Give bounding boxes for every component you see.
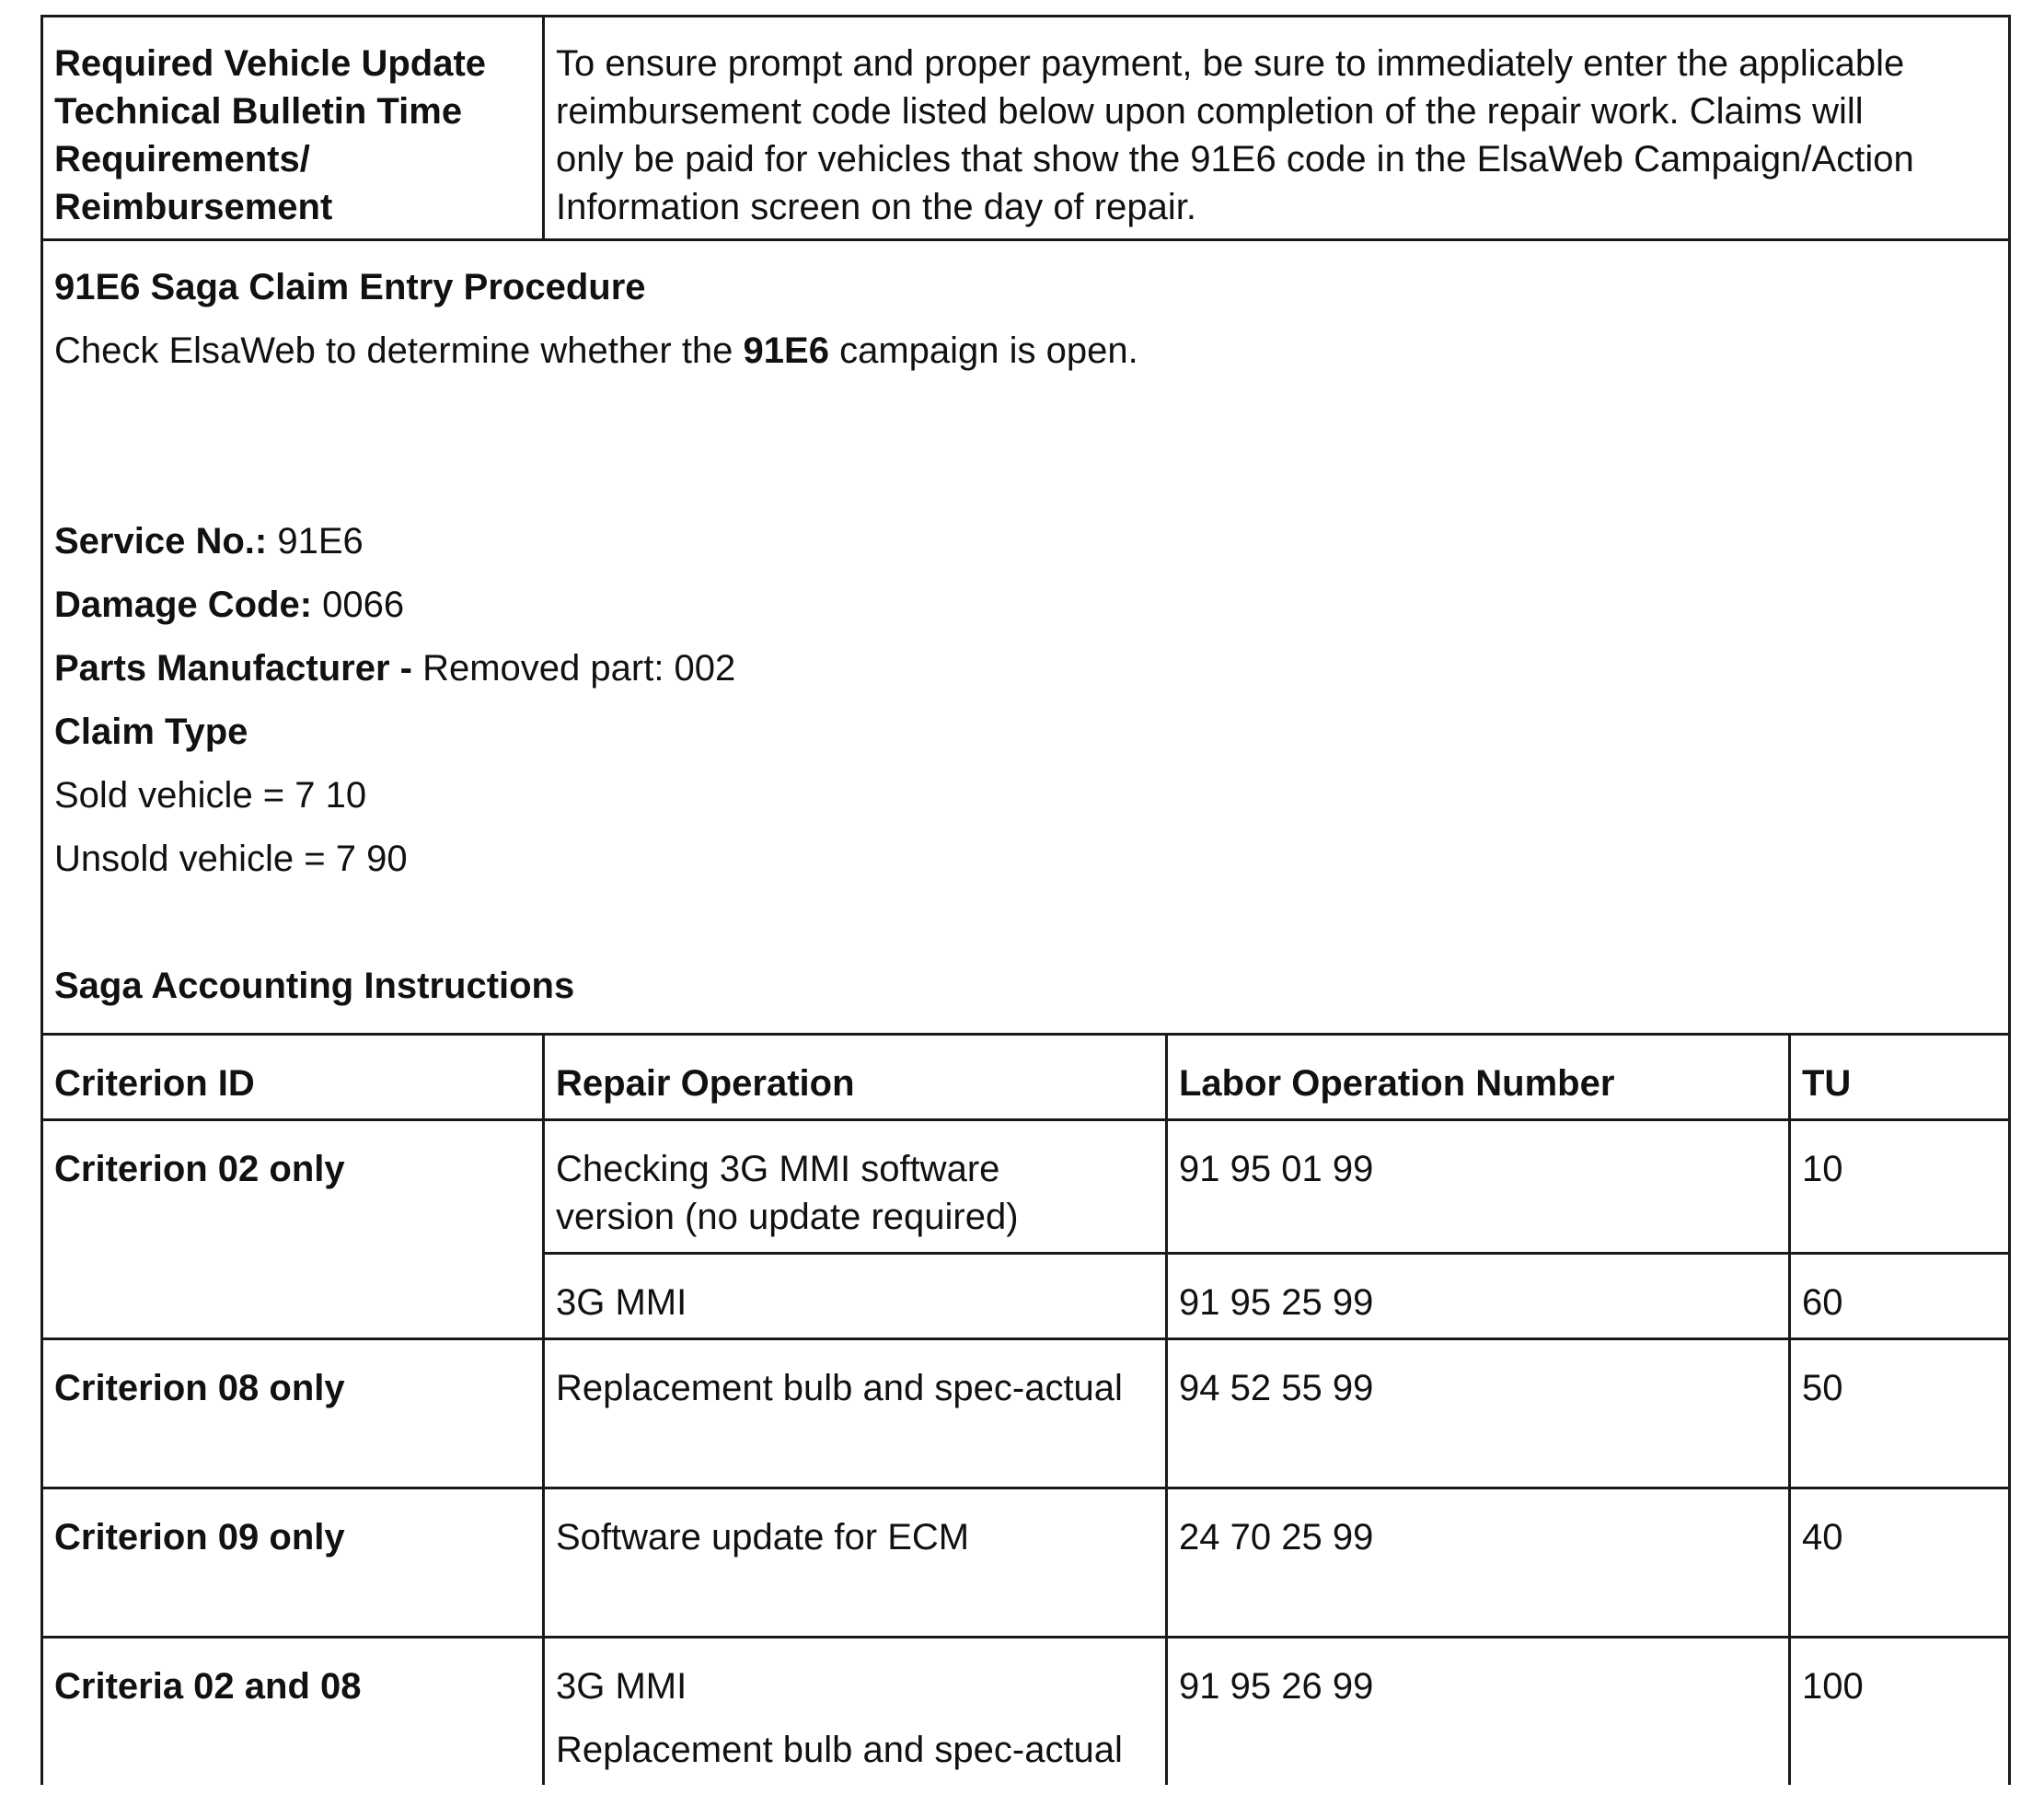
reimbursement-text: [544, 17, 2010, 240]
tu-cell: 60: [1790, 1254, 2010, 1339]
sold-vehicle: Sold vehicle = 7 10: [54, 775, 367, 816]
spacer: [54, 898, 1997, 962]
procedure-row: [42, 240, 2010, 1034]
accounting-title: Saga Accounting Instructions: [54, 966, 575, 1006]
spacer: [54, 390, 1997, 517]
reimbursement-header-table: [40, 15, 2011, 1033]
claim-entry-procedure: [42, 240, 2010, 1034]
labor-number-cell: 91 95 26 99: [1167, 1638, 1790, 1785]
column-header: Repair Operation: [544, 1035, 1167, 1120]
operation-line: 3G MMI: [556, 1666, 687, 1707]
labor-number-cell: 24 70 25 99: [1167, 1488, 1790, 1638]
repair-operation-cell: Replacement bulb and spec-actual: [544, 1339, 1167, 1488]
bulletin-document: [40, 15, 2011, 1785]
text-line: Information screen on the day of repair.: [556, 187, 1196, 227]
tu-cell: 100: [1790, 1638, 2010, 1785]
procedure-title: 91E6 Saga Claim Entry Procedure: [54, 267, 646, 307]
repair-operation-cell: 3G MMI: [544, 1254, 1167, 1339]
label-line: Reimbursement: [54, 187, 333, 227]
table-row: [42, 1120, 2010, 1254]
label-line: Required Vehicle Update: [54, 43, 487, 84]
criterion-cell: Criteria 02 and 08: [42, 1638, 544, 1785]
reimbursement-label: [42, 17, 544, 240]
operation-line: Checking 3G MMI software: [556, 1149, 1000, 1189]
text-line: reimbursement code listed below upon completion of the repair work. Claims will: [556, 91, 1864, 132]
operation-line: Replacement bulb and spec-actual: [556, 1730, 1123, 1770]
claim-type-heading: Claim Type: [54, 712, 248, 752]
repair-operation-cell: [544, 1638, 1167, 1785]
labor-number-cell: 91 95 01 99: [1167, 1120, 1790, 1254]
tu-cell: 10: [1790, 1120, 2010, 1254]
column-header: TU: [1790, 1035, 2010, 1120]
column-header: Criterion ID: [42, 1035, 544, 1120]
unsold-vehicle: Unsold vehicle = 7 90: [54, 839, 408, 879]
check-elsaweb-text: Check ElsaWeb to determine whether the 91E6 campaign is open.: [54, 330, 1138, 371]
table-row: [42, 1638, 2010, 1785]
reimbursement-header-row: [42, 17, 2010, 240]
label-line: Technical Bulletin Time: [54, 91, 463, 132]
accounting-table: [40, 1033, 2011, 1785]
labor-number-cell: 94 52 55 99: [1167, 1339, 1790, 1488]
tu-cell: 50: [1790, 1339, 2010, 1488]
service-number: Service No.: 91E6: [54, 521, 364, 562]
text-line: only be paid for vehicles that show the 91E6 code in the ElsaWeb Campaign/Action: [556, 139, 1914, 179]
parts-manufacturer: Parts Manufacturer - Removed part: 002: [54, 648, 736, 689]
criterion-cell: Criterion 02 only: [42, 1120, 544, 1339]
table-row: [42, 1488, 2010, 1638]
text-line: To ensure prompt and proper payment, be sure to immediately enter the applicable: [556, 43, 1905, 84]
damage-code: Damage Code: 0066: [54, 585, 405, 625]
repair-operation-cell: Software update for ECM: [544, 1488, 1167, 1638]
criterion-cell: Criterion 08 only: [42, 1339, 544, 1488]
tu-cell: 40: [1790, 1488, 2010, 1638]
repair-operation-cell: [544, 1120, 1167, 1254]
criterion-cell: Criterion 09 only: [42, 1488, 544, 1638]
operation-line: version (no update required): [556, 1197, 1019, 1237]
label-line: Requirements/: [54, 139, 310, 179]
column-header: Labor Operation Number: [1167, 1035, 1790, 1120]
table-row: [42, 1339, 2010, 1488]
labor-number-cell: 91 95 25 99: [1167, 1254, 1790, 1339]
table-header-row: [42, 1035, 2010, 1120]
